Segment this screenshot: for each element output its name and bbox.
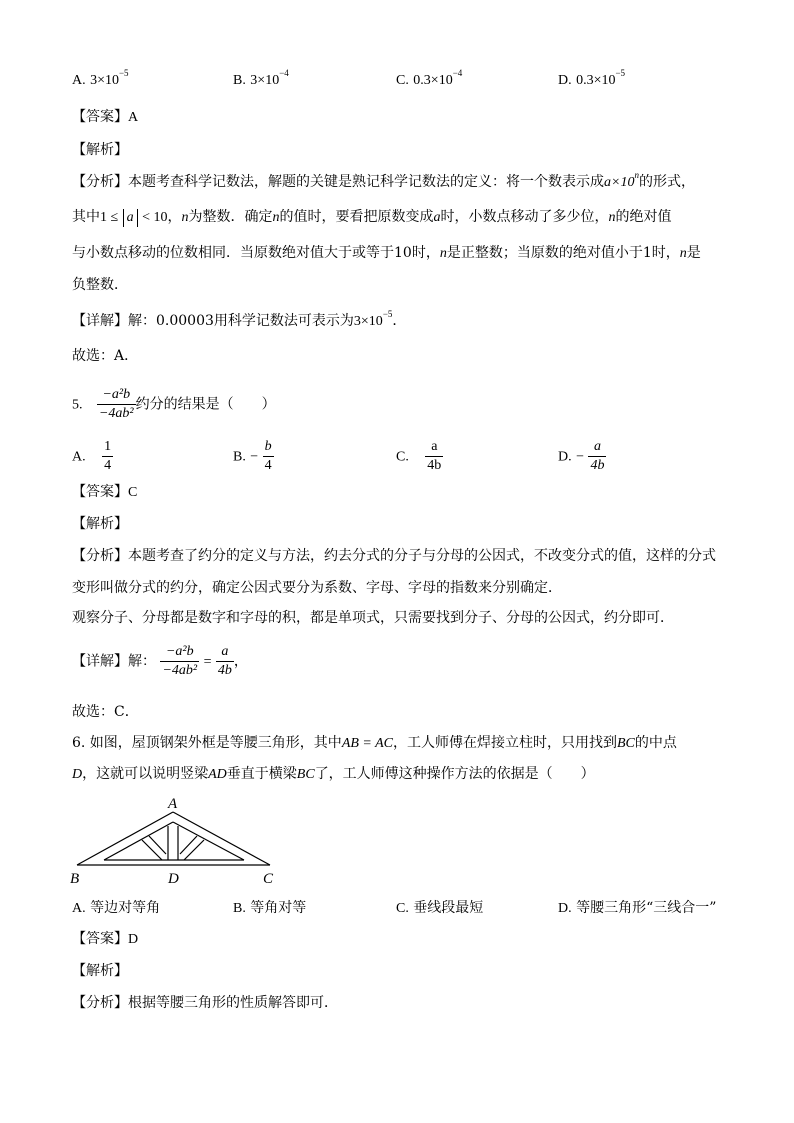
q5-answer: 【答案】C: [72, 484, 138, 500]
q5-analysis-line1: 【分析】本题考查了约分的定义与方法，约去分式的分子与分母的公因式，不改变分式的值，这样的分式: [72, 548, 716, 564]
q6-answer: 【答案】D: [72, 931, 139, 947]
q4-analysis-line3: 与小数点移动的位数相同．当原数绝对值大于或等于10时，n是正整数；当原数的绝对值小于1时，n是: [72, 245, 701, 261]
q5-option-c: C. $\frac{a}{4b}$: [396, 439, 442, 473]
q4-answer: 【答案】A: [72, 109, 139, 125]
q4-option-b: B. $3\times 10^{-4}$: [233, 68, 289, 88]
q5-detail: 【详解】解： $\frac{\text{−a²b}}{\text{−4ab²}}$ = $\frac{a}{4b}$ ，: [72, 644, 248, 678]
truss-brace-1: [142, 840, 162, 860]
q6-stem-line1: 6. 如图，屋顶钢架外框是等腰三角形，其中AB = AC，工人师傅在焊接立柱时，只用找到BC的中点: [72, 735, 677, 751]
truss-inner-right: [173, 822, 244, 860]
q4-choose: 故选：A．: [72, 348, 139, 364]
truss-brace-3: [184, 840, 204, 860]
q4-option-a: A. $3\times 10^{-5}$: [72, 68, 129, 88]
truss-brace-2: [149, 836, 166, 854]
q5-analysis-line2: 变形叫做分式的约分，确定公因式要分为系数、字母、字母的指数来分别确定．: [72, 580, 562, 596]
q6-jiexi-label: 【解析】: [72, 963, 128, 979]
q6-option-d: D. 等腰三角形“三线合一”: [558, 900, 717, 916]
vertex-label-a: A: [168, 796, 178, 812]
abs-value-a: a: [123, 209, 138, 227]
q6-option-a: A. 等边对等角: [72, 900, 161, 916]
q5-option-a: A. $\frac{1}{4}$: [72, 439, 112, 473]
vertex-label-d: D: [168, 871, 179, 887]
q4-option-c: C. $0.3\times 10^{-4}$: [396, 68, 463, 88]
q5-option-b: B. − $\frac{b}{4}$: [233, 439, 272, 473]
vertex-label-c: C: [263, 871, 274, 887]
truss-inner-left: [104, 822, 173, 860]
q6-stem-line2: D，这就可以说明竖梁AD垂直于横梁BC了，工人师傅这种操作方法的依据是（ ）: [72, 766, 595, 782]
q6-option-b: B. 等角对等: [233, 900, 307, 916]
q4-detail: 【详解】解：0.00003用科学记数法可表示为$3\times 10^{-5}$．: [72, 309, 407, 329]
q4-jiexi-label: 【解析】: [72, 142, 128, 158]
q5-option-d: D. − $\frac{a}{4b}$: [558, 439, 605, 473]
q5-choose: 故选：C．: [72, 704, 139, 720]
q6-analysis: 【分析】根据等腰三角形的性质解答即可．: [72, 995, 338, 1011]
vertex-label-b: B: [70, 871, 80, 887]
q5-stem: 5. $\frac{\text{−a²b}}{\text{−4ab²}}$ 约分的结果是（ ）: [72, 387, 276, 421]
q6-option-c: C. 垂线段最短: [396, 900, 484, 916]
q4-analysis-line2: 其中1 ≤ a < 10，n为整数．确定n的值时，要看把原数变成a时，小数点移动了多少位，n的绝对值: [72, 209, 672, 225]
q5-jiexi-label: 【解析】: [72, 516, 128, 532]
q4-option-d: D. $0.3\times 10^{-5}$: [558, 68, 626, 88]
q4-analysis-line4: 负整数．: [72, 277, 128, 293]
roof-truss-figure: [62, 792, 292, 888]
truss-brace-4: [180, 836, 197, 854]
q5-fraction: $\frac{\text{−a²b}}{\text{−4ab²}}$: [98, 387, 134, 421]
q5-analysis-line3: 观察分子、分母都是数字和字母的积，都是单项式，只需要找到分子、分母的公因式，约分即可．: [72, 610, 674, 626]
q4-analysis-line1: 【分析】本题考查科学记数法，解题的关键是熟记科学记数法的定义：将一个数表示成$a\times 10^n$的形式，: [72, 170, 695, 190]
